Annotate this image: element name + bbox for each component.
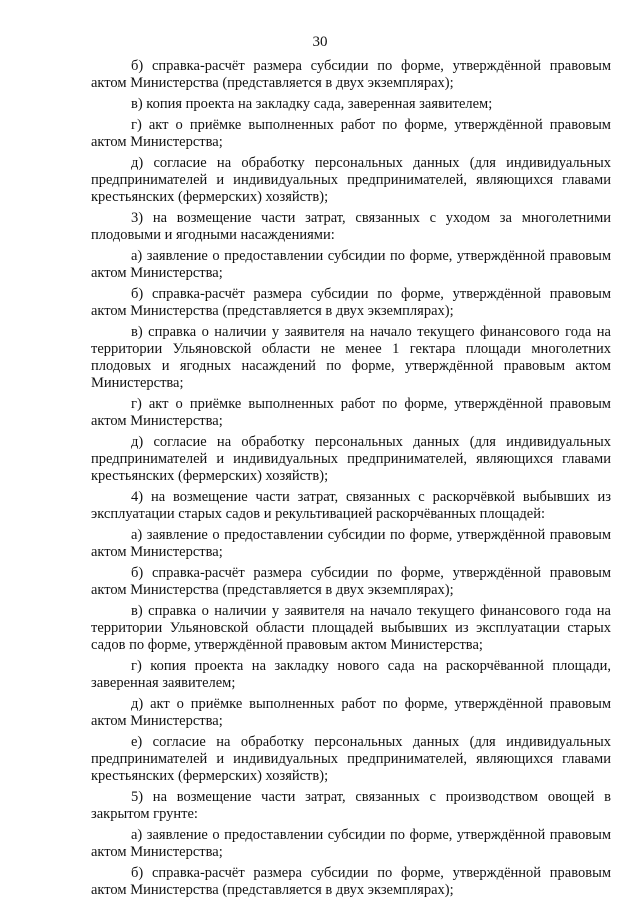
- paragraph: 5) на возмещение части затрат, связанных с производством овощей в закрытом грунте:: [91, 789, 611, 822]
- paragraph: а) заявление о предоставлении субсидии по форме, утверждённой правовым актом Министерства;: [91, 827, 611, 860]
- paragraph: б) справка-расчёт размера субсидии по форме, утверждённой правовым актом Министерства (представляется в двух экземплярах);: [91, 565, 611, 598]
- paragraph: в) копия проекта на закладку сада, заверенная заявителем;: [131, 96, 493, 112]
- paragraph: д) согласие на обработку персональных данных (для индивидуальных предпринимателей и индивидуальных предпринимателей, являющихся главами крестьянских (фермерских) хозяйств);: [91, 434, 611, 484]
- paragraph: 4) на возмещение части затрат, связанных с раскорчёвкой выбывших из эксплуатации старых садов и рекультивацией раскорчёванных площадей:: [91, 489, 611, 522]
- paragraph: г) копия проекта на закладку нового сада на раскорчёванной площади, заверенная заявителем;: [91, 658, 611, 691]
- paragraph: б) справка-расчёт размера субсидии по форме, утверждённой правовым актом Министерства (представляется в двух экземплярах);: [91, 286, 611, 319]
- paragraph: в) справка о наличии у заявителя на начало текущего финансового года на территории Ульяновской области площадей выбывших из эксплуатации старых садов по форме, утверждённой правовым актом Министерства;: [91, 603, 611, 653]
- paragraph: д) согласие на обработку персональных данных (для индивидуальных предпринимателей и индивидуальных предпринимателей, являющихся главами крестьянских (фермерских) хозяйств);: [91, 155, 611, 205]
- paragraph: г) акт о приёмке выполненных работ по форме, утверждённой правовым актом Министерства;: [91, 117, 611, 150]
- paragraph: г) акт о приёмке выполненных работ по форме, утверждённой правовым актом Министерства;: [91, 396, 611, 429]
- paragraph: б) справка-расчёт размера субсидии по форме, утверждённой правовым актом Министерства (представляется в двух экземплярах);: [91, 58, 611, 91]
- paragraph: в) справка о наличии у заявителя на начало текущего финансового года на территории Ульяновской области не менее 1 гектара площади многолетних плодовых и ягодных насаждений по форме, утверждённой правовым актом Министерства;: [91, 324, 611, 391]
- paragraph: д) акт о приёмке выполненных работ по форме, утверждённой правовым актом Министерства;: [91, 696, 611, 729]
- paragraph: 3) на возмещение части затрат, связанных с уходом за многолетними плодовыми и ягодными насаждениями:: [91, 210, 611, 243]
- paragraph: б) справка-расчёт размера субсидии по форме, утверждённой правовым актом Министерства (представляется в двух экземплярах);: [91, 865, 611, 898]
- page-number: 30: [312, 34, 328, 50]
- paragraph: а) заявление о предоставлении субсидии по форме, утверждённой правовым актом Министерства;: [91, 527, 611, 560]
- paragraph: а) заявление о предоставлении субсидии по форме, утверждённой правовым актом Министерства;: [91, 248, 611, 281]
- document-body: [91, 58, 611, 903]
- paragraph: е) согласие на обработку персональных данных (для индивидуальных предпринимателей и индивидуальных предпринимателей, являющихся главами крестьянских (фермерских) хозяйств);: [91, 734, 611, 784]
